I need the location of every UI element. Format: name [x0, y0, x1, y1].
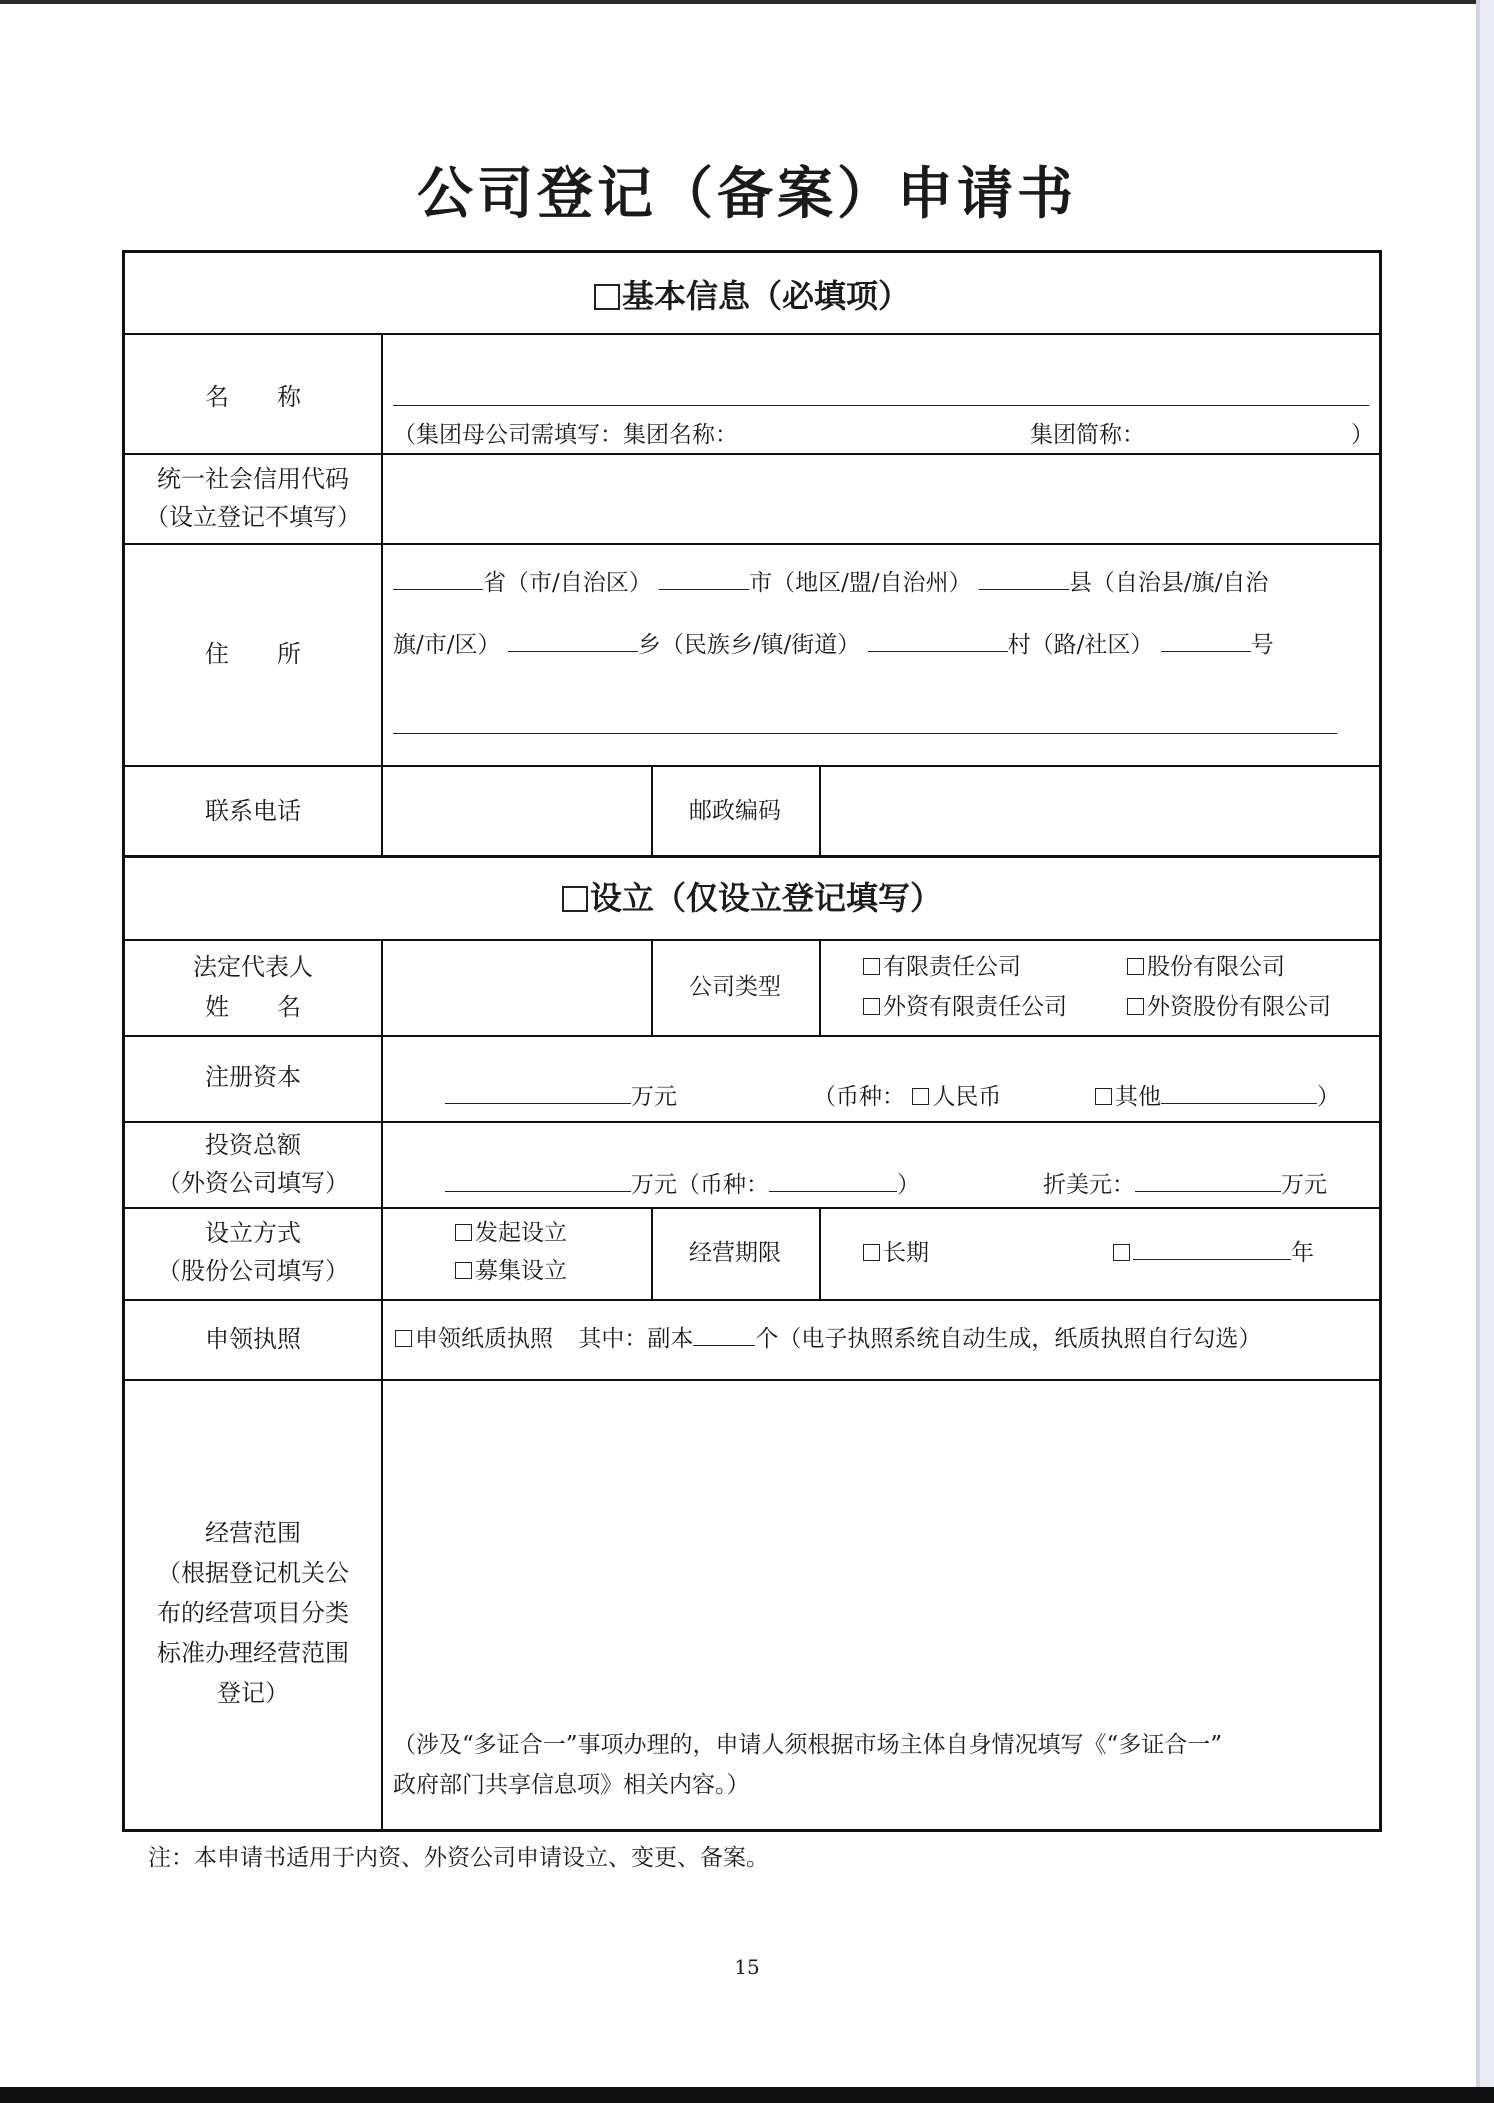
currency-other-line: 其他 ） [1095, 1077, 1340, 1117]
label-credit-code: 统一社会信用代码 [157, 465, 349, 493]
usd-line: 折美元： 万元 [1043, 1165, 1327, 1205]
address-line-1: 省（市/自治区） 市（地区/盟/自治州） 县（自治县/旗/自治 [393, 563, 1268, 603]
address-extra-line[interactable] [393, 733, 1337, 734]
section-establish-header: 设立（仅设立登记填写） [125, 873, 1379, 919]
label-legal-rep-name: 姓 名 [205, 993, 301, 1021]
city-blank[interactable] [659, 563, 749, 590]
type-joint-stock-option[interactable]: 股份有限公司 [1127, 947, 1285, 987]
label-postcode: 邮政编码 [689, 798, 781, 824]
currency-other-blank[interactable] [1161, 1077, 1317, 1104]
type-foreign-llc-checkbox[interactable] [863, 998, 880, 1015]
col-rule-f [819, 939, 821, 1035]
usd-blank[interactable] [1135, 1165, 1281, 1192]
investment-blank[interactable] [445, 1165, 631, 1192]
label-phone: 联系电话 [205, 797, 301, 825]
reg-capital-blank[interactable] [445, 1077, 631, 1104]
method-raise-option[interactable]: 募集设立 [455, 1251, 567, 1291]
address-line-2: 旗/市/区） 乡（民族乡/镇/街道） 村（路/社区） 号 [393, 625, 1274, 665]
type-foreign-stock-option[interactable]: 外资股份有限公司 [1127, 987, 1331, 1027]
label-scope-note-4: 登记） [217, 1679, 289, 1707]
province-blank[interactable] [393, 563, 483, 590]
term-years-option: 年 [1113, 1233, 1314, 1273]
rule-9 [125, 1207, 1379, 1209]
rule-7 [125, 1035, 1379, 1037]
page-title: 公司登记（备案）申请书 [417, 162, 1077, 227]
group-close-paren: ） [1351, 422, 1374, 448]
term-long-option[interactable]: 长期 [863, 1233, 929, 1273]
label-scope-note-2: 布的经营项目分类 [157, 1599, 349, 1627]
term-years-checkbox[interactable] [1113, 1244, 1130, 1261]
label-method: 设立方式 [205, 1219, 301, 1247]
col-rule-b [381, 939, 383, 1829]
name-input-line[interactable] [393, 405, 1369, 406]
type-llc-checkbox[interactable] [863, 958, 880, 975]
rule-11 [125, 1379, 1379, 1381]
label-credit-code-note: （设立登记不填写） [145, 503, 361, 531]
page-number: 15 [734, 1955, 760, 1979]
method-promote-checkbox[interactable] [455, 1224, 472, 1241]
village-blank[interactable] [868, 625, 1008, 652]
label-scope: 经营范围 [205, 1519, 301, 1547]
label-investment: 投资总额 [205, 1131, 301, 1159]
footnote: 注：本申请书适用于内资、外资公司申请设立、变更、备案。 [148, 1845, 769, 1871]
label-reg-capital: 注册资本 [205, 1063, 301, 1091]
section-basic-checkbox[interactable] [594, 284, 620, 310]
type-joint-stock-checkbox[interactable] [1127, 958, 1144, 975]
currency-rmb-checkbox[interactable] [912, 1088, 929, 1105]
type-foreign-llc-option[interactable]: 外资有限责任公司 [863, 987, 1067, 1027]
label-company-type: 公司类型 [689, 974, 781, 1000]
license-line: 申领纸质执照 其中：副本 个（电子执照系统自动生成，纸质执照自行勾选） [395, 1319, 1261, 1359]
method-raise-checkbox[interactable] [455, 1262, 472, 1279]
label-investment-note: （外资公司填写） [157, 1169, 349, 1197]
rule-1 [125, 333, 1379, 335]
group-short-hint: 集团简称： [1030, 422, 1145, 448]
rule-10 [125, 1299, 1379, 1301]
rule-8 [125, 1121, 1379, 1123]
license-copies-blank[interactable] [693, 1319, 755, 1346]
rule-5 [125, 855, 1379, 858]
rule-3 [125, 543, 1379, 545]
currency-other-checkbox[interactable] [1095, 1088, 1112, 1105]
section-basic-header: 基本信息（必填项） [125, 271, 1379, 317]
number-blank[interactable] [1161, 625, 1251, 652]
county-blank[interactable] [979, 563, 1069, 590]
col-rule-a [381, 333, 383, 855]
label-scope-note-1: （根据登记机关公 [157, 1559, 349, 1587]
label-term: 经营期限 [689, 1240, 781, 1266]
term-years-blank[interactable] [1133, 1233, 1291, 1260]
group-name-hint: （集团母公司需填写：集团名称： [393, 422, 738, 448]
rule-4 [125, 765, 1379, 767]
investment-line: 万元（币种： ） [445, 1165, 920, 1205]
section-establish-checkbox[interactable] [562, 886, 588, 912]
currency-line: （币种： 人民币 [813, 1084, 1002, 1110]
method-promote-option[interactable]: 发起设立 [455, 1213, 567, 1253]
label-scope-note-3: 标准办理经营范围 [157, 1639, 349, 1667]
type-llc-option[interactable]: 有限责任公司 [863, 947, 1021, 987]
license-paper-checkbox[interactable] [395, 1330, 412, 1347]
label-legal-rep: 法定代表人 [193, 953, 313, 981]
label-license: 申领执照 [205, 1325, 301, 1353]
scan-edge-top [0, 0, 1494, 4]
scan-edge-bottom [0, 2087, 1494, 2103]
scope-note-line-2: 政府部门共享信息项》相关内容。） [393, 1772, 750, 1798]
col-rule-h [819, 1207, 821, 1299]
reg-capital-line: 万元 [445, 1077, 677, 1117]
town-blank[interactable] [508, 625, 638, 652]
rule-6 [125, 939, 1379, 941]
label-address: 住 所 [205, 640, 301, 668]
label-method-note: （股份公司填写） [157, 1257, 349, 1285]
rule-2 [125, 453, 1379, 455]
investment-currency-blank[interactable] [769, 1165, 897, 1192]
scan-edge-right [1480, 0, 1494, 2103]
label-name: 名 称 [205, 383, 301, 411]
application-form [122, 250, 1382, 1832]
scope-note-line-1: （涉及“多证合一”事项办理的，申请人须根据市场主体自身情况填写《“多证合一” [393, 1732, 1223, 1758]
type-foreign-stock-checkbox[interactable] [1127, 998, 1144, 1015]
term-long-checkbox[interactable] [863, 1244, 880, 1261]
col-rule-d [819, 765, 821, 855]
